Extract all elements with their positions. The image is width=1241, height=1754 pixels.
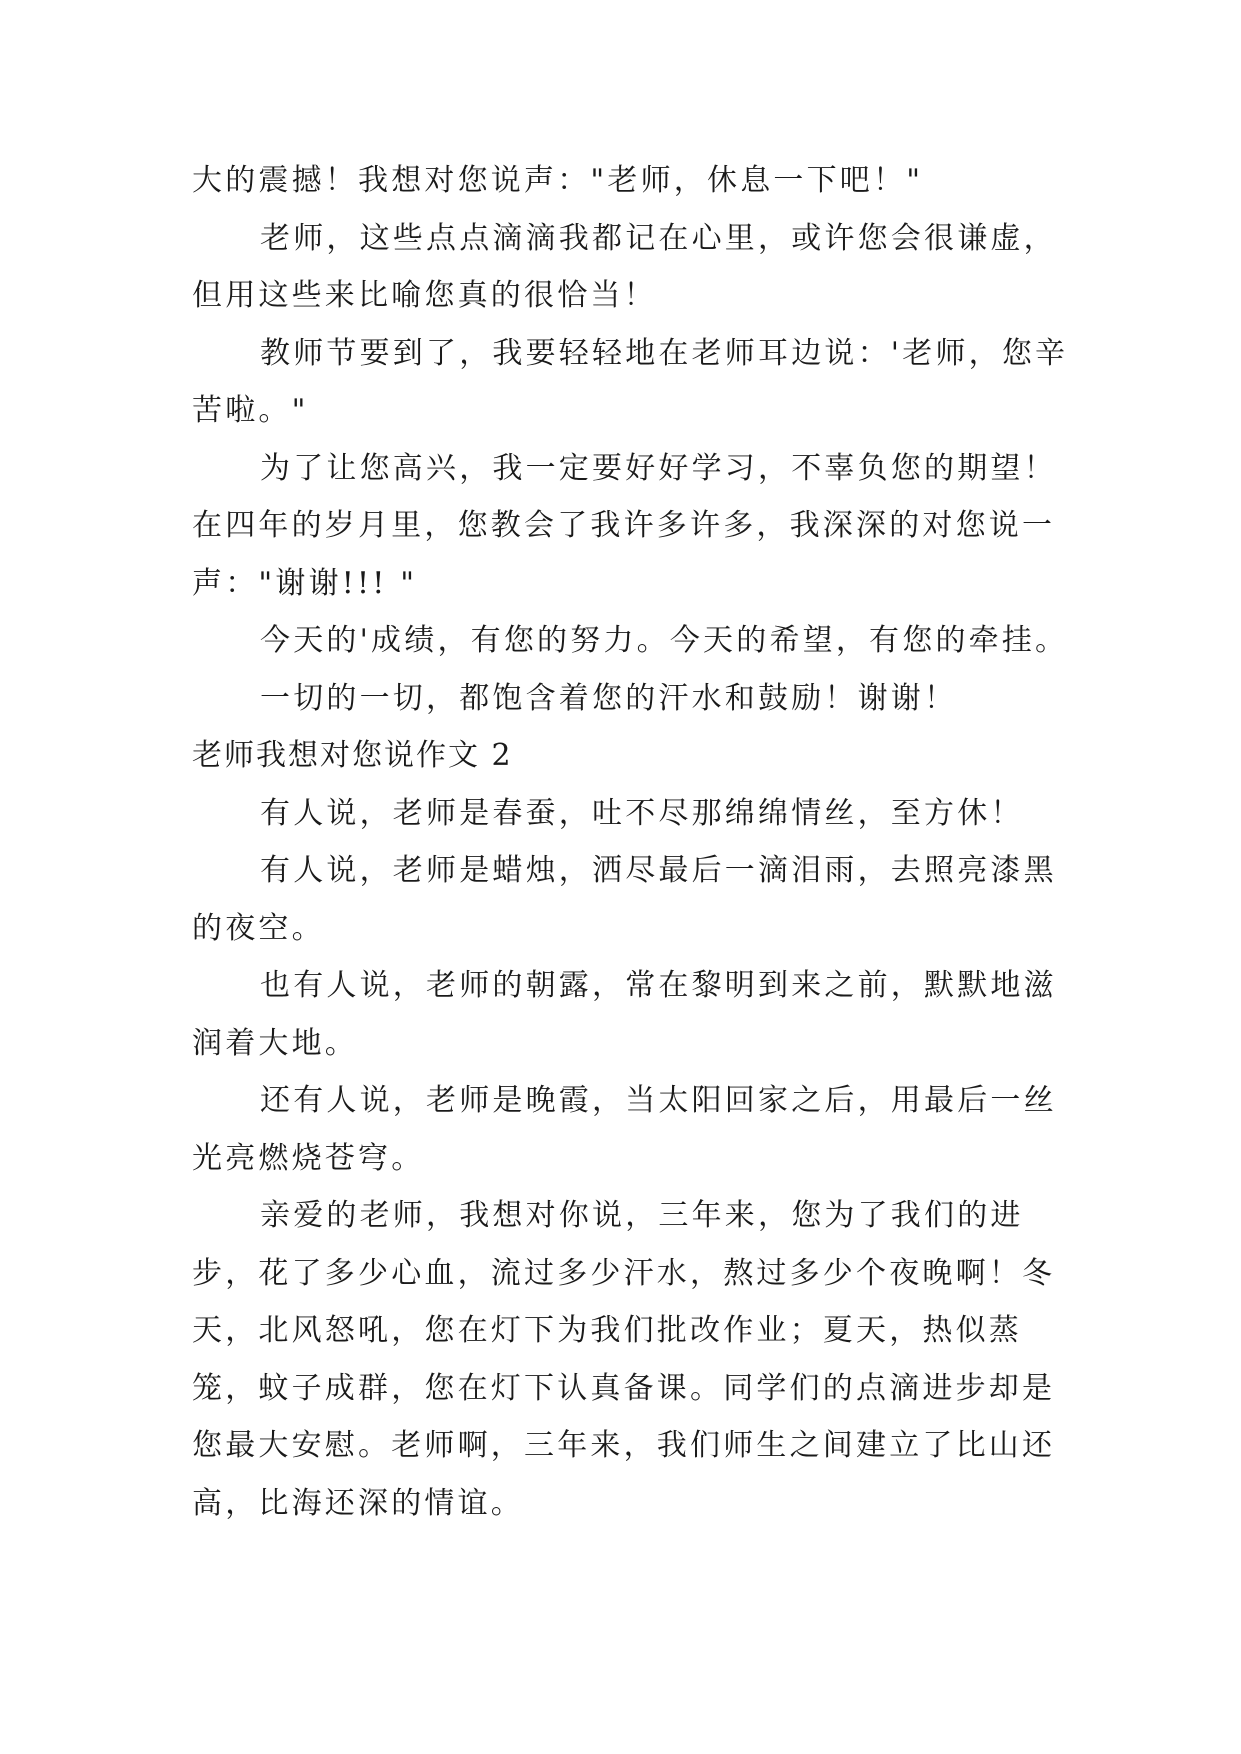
paragraph: 老师，这些点点滴滴我都记在心里，或许您会很谦虚，但用这些来比喻您真的很恰当！ (192, 220, 1057, 313)
paragraph: 为了让您高兴，我一定要好好学习，不辜负您的期望！在四年的岁月里，您教会了我许多许多，我深深的对您说一声："谢谢!!! " (192, 450, 1057, 601)
document-body (192, 152, 1082, 1532)
paragraph: 也有人说，老师的朝露，常在黎明到来之前，默默地滋润着大地。 (192, 968, 1057, 1061)
paragraph: 一切的一切，都饱含着您的汗水和鼓励！谢谢！ (260, 680, 958, 716)
paragraph: 亲爱的老师，我想对你说，三年来，您为了我们的进步，花了多少心血，流过多少汗水，熬过多少个夜晚啊！冬天，北风怒吼，您在灯下为我们批改作业；夏天，热似蒸笼，蚊子成群，您在灯下认真备课。同学们的点滴进步却是您最大安慰。老师啊，三年来，我们师生之间建立了比山还高，比海还深的情谊。 (192, 1198, 1056, 1521)
section-heading: 老师我想对您说作文 2 (192, 738, 513, 773)
paragraph: 还有人说，老师是晚霞，当太阳回家之后，用最后一丝光亮燃烧苍穹。 (192, 1083, 1057, 1176)
paragraph: 有人说，老师是蜡烛，洒尽最后一滴泪雨，去照亮漆黑的夜空。 (192, 853, 1057, 946)
paragraph: 教师节要到了，我要轻轻地在老师耳边说：'老师，您辛苦啦。" (192, 335, 1069, 428)
paragraph: 大的震撼！我想对您说声："老师，休息一下吧！" (192, 163, 924, 198)
paragraph: 有人说，老师是春蚕，吐不尽那绵绵情丝，至方休！ (260, 795, 1024, 831)
paragraph: 今天的'成绩，有您的努力。今天的希望，有您的牵挂。 (260, 623, 1069, 658)
